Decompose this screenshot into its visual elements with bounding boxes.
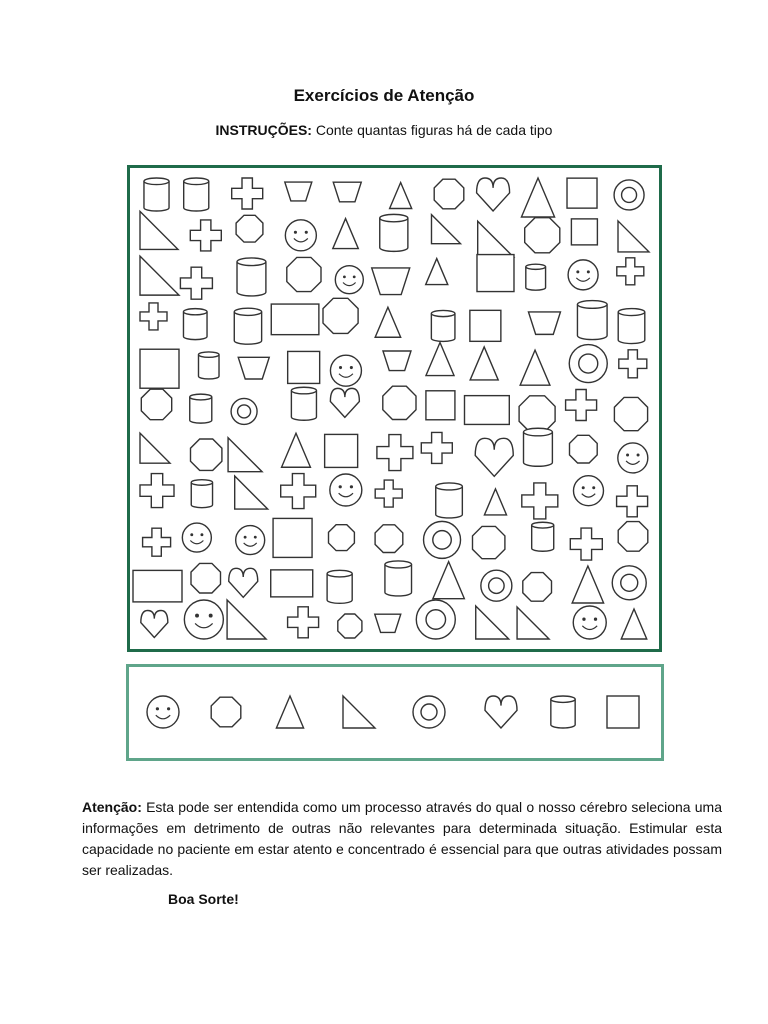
octagon-icon — [191, 563, 221, 593]
heart-icon — [330, 388, 359, 417]
cylinder-icon — [385, 561, 412, 596]
rectangle-icon — [465, 396, 510, 425]
octagon-icon — [338, 614, 362, 638]
page-title: Exercícios de Atenção — [293, 86, 475, 105]
cylinder-icon — [524, 428, 553, 466]
trapezoid-icon — [285, 182, 312, 201]
octagon-icon — [236, 215, 263, 242]
instructions-text: Conte quantas figuras há de cada tipo — [311, 122, 553, 138]
octagon-icon — [375, 525, 403, 553]
smiley-icon — [147, 696, 179, 728]
attention-text: Esta pode ser entendida como um processo através do qual o nosso cérebro seleciona uma informações em detrimento de outras não relevantes para determinada situação. Estimular esta capacidade no paciente em estar atento e concentrado é essencial para que outras atividades possam ser realizadas. — [82, 799, 722, 878]
octagon-icon — [287, 257, 321, 291]
cylinder-icon — [234, 308, 261, 344]
square-icon — [426, 391, 455, 420]
octagon-icon — [383, 386, 416, 419]
cylinder-icon — [532, 522, 554, 551]
ring-icon — [231, 398, 257, 424]
cylinder-icon — [191, 480, 212, 508]
triangle-icon — [282, 433, 311, 467]
cylinder-icon — [327, 570, 352, 603]
heart-icon — [477, 178, 510, 211]
cylinder-icon — [436, 483, 463, 518]
trapezoid-icon — [528, 312, 560, 334]
right-triangle-icon — [228, 438, 262, 472]
octagon-icon — [614, 397, 647, 430]
heart-icon — [485, 696, 517, 728]
smiley-icon — [184, 600, 223, 639]
triangle-icon — [426, 343, 454, 376]
right-triangle-icon — [431, 215, 460, 244]
right-triangle-icon — [140, 256, 179, 295]
shape-legend — [129, 667, 661, 758]
square-icon — [607, 696, 639, 728]
octagon-icon — [329, 525, 355, 551]
trapezoid-icon — [375, 614, 401, 632]
triangle-icon — [520, 350, 550, 385]
square-icon — [477, 255, 514, 292]
cylinder-icon — [577, 301, 607, 340]
right-triangle-icon — [478, 221, 514, 257]
instructions-label: INSTRUÇÕES: — [215, 122, 312, 138]
rectangle-icon — [271, 570, 313, 597]
triangle-icon — [390, 183, 412, 209]
ring-icon — [424, 521, 461, 558]
cross-icon — [140, 474, 174, 508]
octagon-icon — [141, 389, 171, 420]
cylinder-icon — [144, 178, 169, 211]
heart-icon — [229, 568, 258, 597]
cross-icon — [281, 474, 316, 509]
cross-icon — [143, 528, 171, 556]
trapezoid-icon — [372, 268, 410, 295]
cylinder-icon — [380, 214, 408, 251]
trapezoid-icon — [333, 182, 361, 202]
ring-icon — [569, 345, 607, 383]
octagon-icon — [434, 179, 464, 209]
attention-paragraph — [82, 797, 722, 881]
right-triangle-icon — [227, 600, 266, 639]
cylinder-icon — [184, 178, 209, 211]
trapezoid-icon — [238, 357, 269, 379]
cylinder-icon — [431, 310, 455, 341]
cross-icon — [375, 480, 402, 507]
cylinder-icon — [526, 264, 546, 290]
triangle-icon — [484, 489, 506, 515]
cross-icon — [617, 486, 648, 517]
right-triangle-icon — [140, 433, 170, 463]
rectangle-icon — [133, 570, 182, 602]
cross-icon — [180, 267, 212, 299]
octagon-icon — [519, 396, 555, 432]
cross-icon — [522, 483, 558, 519]
cross-icon — [190, 220, 221, 251]
ring-icon — [481, 570, 512, 601]
cross-icon — [377, 435, 413, 471]
shape-legend-frame — [126, 664, 664, 761]
right-triangle-icon — [476, 606, 509, 639]
cylinder-icon — [183, 309, 207, 340]
smiley-icon — [573, 476, 603, 506]
octagon-icon — [525, 218, 560, 253]
rectangle-icon — [271, 304, 319, 335]
octagon-icon — [191, 439, 222, 470]
square-icon — [470, 310, 501, 341]
ring-icon — [413, 696, 445, 728]
smiley-icon — [573, 606, 606, 639]
cross-icon — [566, 390, 597, 421]
cross-icon — [140, 303, 167, 330]
square-icon — [288, 351, 320, 383]
cylinder-icon — [198, 352, 219, 379]
cylinder-icon — [551, 696, 575, 728]
right-triangle-icon — [517, 607, 549, 639]
ring-icon — [614, 180, 644, 210]
octagon-icon — [618, 522, 648, 552]
right-triangle-icon — [618, 221, 649, 252]
ring-icon — [416, 600, 455, 639]
square-icon — [325, 434, 358, 467]
right-triangle-icon — [140, 211, 178, 249]
triangle-icon — [426, 259, 448, 285]
smiley-icon — [330, 474, 362, 506]
cross-icon — [570, 528, 602, 560]
shape-puzzle-frame — [127, 165, 662, 652]
triangle-icon — [333, 219, 359, 249]
smiley-icon — [335, 266, 363, 294]
square-icon — [571, 219, 597, 245]
octagon-icon — [523, 573, 552, 602]
cylinder-icon — [237, 258, 266, 296]
closing-text: Boa Sorte! — [168, 891, 239, 907]
cross-icon — [288, 607, 319, 638]
cross-icon — [619, 350, 647, 378]
square-icon — [273, 518, 312, 557]
smiley-icon — [236, 526, 265, 555]
cross-icon — [617, 258, 644, 285]
cylinder-icon — [190, 394, 212, 423]
instructions — [0, 122, 768, 138]
smiley-icon — [182, 523, 211, 552]
heart-icon — [475, 438, 513, 476]
trapezoid-icon — [383, 351, 411, 371]
right-triangle-icon — [235, 476, 268, 509]
triangle-icon — [276, 696, 303, 728]
triangle-icon — [433, 562, 464, 599]
triangle-icon — [521, 178, 554, 217]
smiley-icon — [285, 220, 316, 251]
square-icon — [567, 178, 597, 208]
shape-puzzle — [130, 168, 659, 649]
smiley-icon — [330, 355, 361, 386]
right-triangle-icon — [343, 696, 375, 728]
attention-label: Atenção: — [82, 799, 142, 815]
cylinder-icon — [291, 387, 316, 420]
heart-icon — [141, 611, 168, 638]
triangle-icon — [470, 347, 498, 380]
smiley-icon — [568, 260, 598, 290]
triangle-icon — [621, 609, 647, 639]
ring-icon — [612, 566, 646, 600]
cross-icon — [421, 432, 452, 463]
square-icon — [140, 349, 179, 388]
octagon-icon — [473, 526, 505, 558]
cross-icon — [232, 178, 263, 209]
octagon-icon — [211, 697, 241, 727]
octagon-icon — [570, 435, 598, 463]
octagon-icon — [323, 298, 358, 333]
cylinder-icon — [618, 309, 645, 344]
smiley-icon — [618, 443, 648, 473]
triangle-icon — [572, 566, 603, 603]
triangle-icon — [375, 307, 401, 337]
